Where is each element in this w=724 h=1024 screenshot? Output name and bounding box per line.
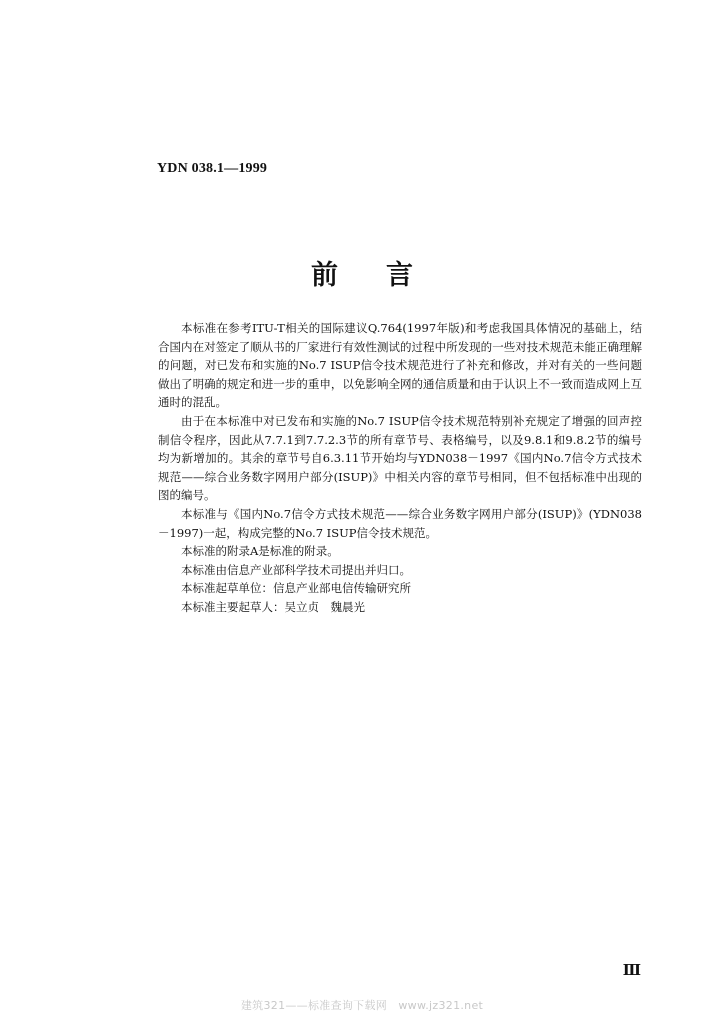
heading-char-1: 前: [311, 260, 338, 291]
foreword-heading: [0, 259, 724, 293]
paragraph-5: 本标准由信息产业部科学技术司提出并归口。: [181, 562, 411, 577]
paragraph-6: 本标准起草单位：信息产业部电信传输研究所: [181, 581, 411, 596]
paragraph-2: 由于在本标准中对已发布和实施的No.7 ISUP信令技术规范特别补充规定了增强的回声控制信令程序，因此从7.7.1到7.7.2.3节的所有章节号、表格编号，以及9.8.1和9.8.2节的编号均为新增加的。其余的章节号自6.3.11节开始均与YDN038－1997《国内No.7信令方式技术规范——综合业务数字网用户部分(ISUP)》中相关内容的章节号相同，但不包括标准中出现的图的编号。: [158, 413, 642, 503]
paragraph-7: 本标准主要起草人：吴立贞 魏晨光: [181, 599, 365, 614]
heading-char-2: 言: [386, 260, 413, 291]
foreword-body: [158, 319, 642, 617]
paragraph-3: 本标准与《国内No.7信令方式技术规范——综合业务数字网用户部分(ISUP)》(YDN038－1997)一起，构成完整的No.7 ISUP信令技术规范。: [158, 506, 642, 540]
page-number: Ⅲ: [622, 963, 640, 979]
paragraph-4: 本标准的附录A是标准的附录。: [181, 544, 339, 559]
watermark-text: 建筑321——标准查询下载网 www.jz321.net: [240, 999, 484, 1012]
paragraph-1: 本标准在参考ITU-T相关的国际建议Q.764(1997年版)和考虑我国具体情况的基础上，结合国内在对签定了顺从书的厂家进行有效性测试的过程中所发现的一些对技术规范未能正确理解的问题，对已发布和实施的No.7 ISUP信令技术规范进行了补充和修改，并对有关的一些问题做出了明确的规定和进一步的重申，以免影响全网的通信质量和由于认识上不一致而造成网上互通时的混乱。: [158, 321, 642, 410]
standard-code: YDN 038.1—1999: [157, 161, 268, 176]
